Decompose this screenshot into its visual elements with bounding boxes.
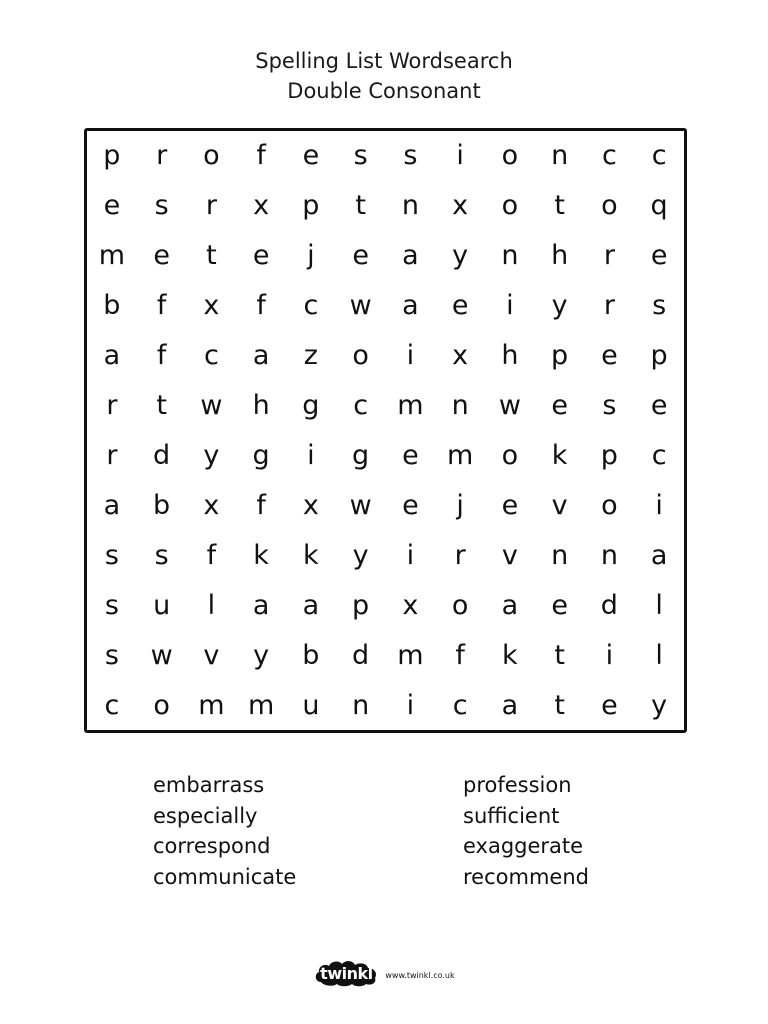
grid-cell[interactable]: h [501,340,519,372]
website-url[interactable]: www.twinkl.co.uk [385,970,455,980]
grid-cell[interactable]: a [302,589,320,621]
grid-cell[interactable]: d [600,589,618,621]
grid-cell[interactable]: a [103,340,121,372]
grid-cell[interactable]: n [551,140,569,172]
grid-cell[interactable]: m [397,639,424,671]
grid-cell[interactable]: n [401,190,419,222]
footer [0,958,768,988]
grid-cell[interactable]: e [352,240,369,272]
grid-cell[interactable]: u [302,689,320,721]
grid-cell[interactable]: f [256,290,266,322]
grid-cell[interactable]: x [203,290,220,322]
grid-cell[interactable]: b [103,290,121,322]
grid-cell[interactable]: y [551,290,568,322]
word-list-item: embarrass [153,773,265,797]
grid-cell[interactable]: i [605,639,614,671]
grid-cell[interactable]: r [106,390,118,422]
grid-cell[interactable]: k [253,539,269,571]
grid-cell[interactable]: e [650,240,668,272]
grid-cell[interactable]: h [551,240,569,272]
grid-cell[interactable]: q [650,190,668,222]
grid-cell[interactable]: n [352,689,370,721]
grid-cell[interactable]: p [551,340,569,372]
grid-cell[interactable]: o [352,340,369,372]
worksheet-title [0,46,768,106]
grid-cell[interactable]: i [506,290,514,322]
grid-cell[interactable]: v [501,539,518,571]
grid-cell[interactable]: l [655,639,663,671]
grid-cell[interactable]: a [650,539,668,571]
grid-cell[interactable]: g [352,439,370,471]
grid-cell[interactable]: i [456,140,464,172]
grid-cell[interactable]: p [352,589,370,621]
grid-cell[interactable]: i [406,340,415,372]
grid-cell[interactable]: m [397,390,424,422]
grid-cell[interactable]: o [153,689,170,721]
grid-cell[interactable]: f [455,639,465,671]
grid-cell[interactable]: r [156,140,168,172]
word-list-item: correspond [153,834,271,858]
grid-cell[interactable]: c [104,689,120,721]
grid-cell[interactable]: k [303,539,319,571]
grid-cell[interactable]: a [103,489,121,521]
grid-cell[interactable]: c [651,140,667,172]
grid-cell[interactable]: i [406,539,415,571]
grid-cell[interactable]: w [349,290,372,322]
grid-cell[interactable]: l [655,589,663,621]
grid-cell[interactable]: w [349,489,372,521]
grid-cell[interactable]: s [403,140,418,172]
grid-cell[interactable]: a [252,340,270,372]
grid-cell[interactable]: r [205,190,217,222]
grid-cell[interactable]: s [353,140,368,172]
grid-cell[interactable]: i [307,439,315,471]
grid-cell[interactable]: m [446,439,474,471]
grid-cell[interactable]: w [150,639,173,671]
word-list-left [153,770,296,892]
grid-cell[interactable]: e [551,589,568,621]
grid-cell[interactable]: o [501,439,519,471]
grid-cell[interactable]: m [98,240,126,272]
grid-cell[interactable]: x [402,589,419,621]
grid-cell[interactable]: t [554,689,565,721]
grid-cell[interactable]: b [302,639,320,671]
grid-cell[interactable]: g [252,439,270,471]
grid-cell[interactable]: i [655,489,663,521]
grid-cell[interactable]: s [104,589,119,621]
grid-cell[interactable]: m [198,689,225,721]
grid-cell[interactable]: k [551,439,568,471]
grid-cell[interactable]: e [252,240,270,272]
grid-cell[interactable]: y [452,240,469,272]
grid-cell[interactable]: t [156,390,167,422]
grid-cell[interactable]: y [253,639,270,671]
grid-cell[interactable]: c [651,439,667,471]
grid-cell[interactable]: r [106,439,118,471]
grid-cell[interactable]: u [153,589,171,621]
grid-cell[interactable]: y [651,689,668,721]
grid-cell[interactable]: a [501,689,519,721]
grid-cell[interactable]: g [302,390,320,422]
grid-cell[interactable]: t [355,190,366,222]
grid-cell[interactable]: n [501,240,519,272]
grid-cell[interactable]: p [650,340,668,372]
grid-cell[interactable]: c [303,290,319,322]
grid-cell[interactable]: f [156,290,167,322]
grid-cell[interactable]: r [454,539,466,571]
grid-cell[interactable]: t [554,639,565,671]
grid-cell[interactable]: s [104,539,119,571]
grid-cell[interactable]: j [307,240,315,272]
grid-cell[interactable]: e [451,290,469,322]
grid-cell[interactable]: x [452,190,469,222]
grid-cell[interactable]: a [402,240,419,272]
grid-cell[interactable]: i [406,689,415,721]
logo-text: twinkl [320,963,373,983]
grid-cell[interactable]: h [252,390,270,422]
grid-cell[interactable]: o [601,190,618,222]
grid-cell[interactable]: p [600,439,618,471]
grid-cell[interactable]: l [207,589,216,621]
grid-cell[interactable]: n [600,539,618,571]
grid-cell[interactable]: a [402,290,419,322]
grid-cell[interactable]: n [451,390,469,422]
grid-cell[interactable]: e [551,390,568,422]
grid-cell[interactable]: x [253,190,270,222]
grid-cell[interactable]: b [153,489,171,521]
word-list-item: sufficient [463,803,560,828]
grid-cell[interactable]: e [601,689,618,721]
grid-cell[interactable]: c [452,689,468,721]
grid-cell[interactable]: k [502,639,518,671]
grid-cell[interactable]: x [302,489,319,521]
grid-cell[interactable]: c [353,390,369,422]
word-list-item: especially [153,803,258,828]
grid-cell[interactable]: e [402,439,419,471]
page-title: Spelling List Wordsearch [255,49,513,73]
grid-cell[interactable]: y [352,539,369,571]
grid-cell[interactable]: s [154,190,169,222]
grid-cell[interactable]: x [203,489,220,521]
grid-cell[interactable]: e [402,489,419,521]
grid-cell[interactable]: r [603,240,615,272]
grid-cell[interactable]: w [498,390,521,422]
grid-cell[interactable]: a [252,589,270,621]
grid-cell[interactable]: a [501,589,519,621]
grid-cell[interactable]: e [601,340,618,372]
grid-cell[interactable]: j [456,489,464,521]
word-list-item: communicate [153,864,297,889]
grid-cell[interactable]: o [501,140,519,172]
grid-cell[interactable]: o [501,190,519,222]
twinkl-logo[interactable] [313,958,379,988]
grid-cell[interactable]: t [554,190,565,222]
word-list-item: recommend [463,864,589,889]
grid-cell[interactable]: e [153,240,170,272]
word-list-item: exaggerate [463,834,584,858]
grid-cell[interactable]: e [302,140,320,172]
grid-cell[interactable]: d [153,439,171,471]
grid-cell[interactable]: w [200,390,223,422]
word-list-item: profession [463,773,572,797]
page-subtitle: Double Consonant [287,79,481,103]
grid-cell[interactable]: c [203,340,219,372]
grid-cell[interactable]: d [352,639,370,671]
grid-cell[interactable]: p [302,190,320,222]
grid-cell[interactable]: s [154,539,169,571]
grid-cell[interactable]: e [650,390,668,422]
grid-cell[interactable]: s [652,290,667,322]
grid-cell[interactable]: s [104,639,119,671]
grid-cell[interactable]: m [247,689,275,721]
grid-cell[interactable]: c [601,140,617,172]
grid-cell[interactable]: e [103,190,121,222]
grid-cell[interactable]: f [256,140,266,172]
grid-cell[interactable]: f [256,489,266,521]
grid-cell[interactable]: x [452,340,469,372]
grid-cell[interactable]: f [206,539,217,571]
grid-cell[interactable]: t [206,240,217,272]
grid-cell[interactable]: r [603,290,615,322]
grid-cell[interactable]: p [103,140,121,172]
grid-cell[interactable]: v [203,639,220,671]
word-list-right [463,770,589,892]
grid-cell[interactable]: e [501,489,519,521]
grid-cell[interactable]: z [303,340,318,372]
grid-cell[interactable]: y [203,439,220,471]
grid-cell[interactable]: f [156,340,167,372]
grid-cell[interactable]: v [551,489,568,521]
grid-cell[interactable]: o [451,589,469,621]
wordsearch-grid [84,128,687,733]
grid-cell[interactable]: o [203,140,220,172]
grid-cell[interactable]: s [602,390,617,422]
grid-cell[interactable]: o [601,489,618,521]
grid-cell[interactable]: n [551,539,569,571]
